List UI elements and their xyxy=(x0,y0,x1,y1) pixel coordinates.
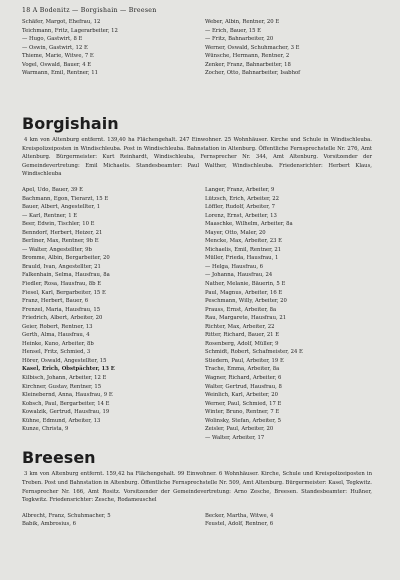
resident-entry: Benndorf, Herbert, Heizer, 21 xyxy=(22,229,103,236)
resident-entry: Hörer, Oswald, Angestellter, 15 xyxy=(22,357,107,364)
resident-entry: Feustel, Adolf, Rentner, 6 xyxy=(205,521,274,528)
resident-entry: Bromme, Albin, Bergarbeiter, 20 xyxy=(22,255,110,262)
resident-entry: Zeisler, Paul, Arbeiter, 20 xyxy=(205,426,274,433)
resident-entry: Walter, Gertrud, Hausfrau, 8 xyxy=(205,383,282,390)
resident-entry: Richter, Max, Arbeiter, 22 xyxy=(205,323,275,330)
resident-entry: Heinke, Kuno, Arbeiter, 8b xyxy=(22,340,94,347)
resident-entry: Kühne, Edmund, Arbeiter, 13 xyxy=(22,417,101,424)
resident-entry: Zenker, Franz, Bahnarbeiter, 18 xyxy=(205,61,291,68)
resident-entry: Fiesel, Karl, Bergarbeiter, 15 E xyxy=(22,289,106,296)
borgishain-residents xyxy=(22,186,372,442)
resident-entry: Teichmann, Fritz, Lagerarbeiter, 12 xyxy=(22,27,118,34)
resident-entry: Schmidt, Robert, Schafmeister, 24 E xyxy=(205,349,303,356)
resident-entry: Hensel, Fritz, Schmied, 3 xyxy=(22,349,91,356)
resident-entry: Ritter, Richard, Bauer, 21 E xyxy=(205,332,280,339)
resident-entry: Kirchner, Gustav, Rentner, 15 xyxy=(22,383,102,390)
resident-entry: Bauer, Albert, Angestellter, 1 xyxy=(22,204,101,211)
resident-entry: Peschmann, Willy, Arbeiter, 20 xyxy=(205,298,287,305)
resident-entry: Geier, Robert, Rentner, 13 xyxy=(22,323,93,330)
borgishain-residents-right xyxy=(205,186,372,442)
resident-entry: Trache, Emma, Arbeiter, 8a xyxy=(205,366,280,373)
resident-entry: Maaschke, Wilhelm, Arbeiter, 8a xyxy=(205,221,293,228)
resident-entry: Kasel, Erich, Obstpächter, 13 E xyxy=(22,366,115,373)
running-head: 18 A Bodenitz — Borgishain — Breesen xyxy=(22,7,157,14)
resident-entry: — Erich, Bauer, 15 E xyxy=(205,27,262,34)
resident-entry: Friedrich, Albert, Arbeiter, 20 xyxy=(22,315,103,322)
resident-entry: Prauss, Ernst, Arbeiter, 8a xyxy=(205,306,277,313)
resident-entry: Winter, Bruno, Rentner, 7 E xyxy=(205,409,280,416)
resident-entry: Gerth, Alma, Hausfrau, 4 xyxy=(22,332,90,339)
resident-entry: Weinlich, Karl, Arbeiter, 20 xyxy=(205,392,278,399)
resident-entry: — Oswin, Gastwirt, 12 E xyxy=(22,44,88,51)
resident-entry: Kobsch, Paul, Bergarbeiter, 14 E xyxy=(22,400,110,407)
resident-entry: Michaelis, Emil, Rentner, 21 xyxy=(205,246,282,253)
resident-entry: Wolinsky, Stefan, Arbeiter, 5 xyxy=(205,417,281,424)
resident-entry: — Helga, Hausfrau, 6 xyxy=(205,263,264,270)
section-heading-breesen: Breesen xyxy=(22,448,96,468)
breesen-residents xyxy=(22,512,372,529)
borgishain-residents-left xyxy=(22,186,189,442)
resident-entry: Kowalzik, Gertrud, Hausfrau, 19 xyxy=(22,409,110,416)
section-description-breesen: 3 km von Altenburg entfernt. 159,42 ha Flächengehalt. 99 Einwohner. 6 Wohnhäuser. Kirche, Schule und Kreispolizeiposten in Treben. Post und Bahnstation in Altenburg. Öffentliche Fernsprechstelle Nr. 509, Amt Altenburg. Bürgermeister: Kasel, Tegkwitz. Fernsprecher Nr. 166, Amt Rositz. Vorsitzender der Gemeindevertretung: Arno Zesche, Breesen. Standesbeamter: Hußner, Tegkwitz. Friedensrichter: Zesche, Rodameuschel xyxy=(22,471,372,504)
resident-entry: Fiedler, Rosa, Hausfrau, 8b E xyxy=(22,280,102,287)
resident-entry: — Walter, Angestellter, 9b xyxy=(22,246,92,253)
breesen-residents-left xyxy=(22,512,189,529)
resident-entry: Brauld, Ivan, Angestellter, 21 xyxy=(22,263,101,270)
resident-entry: Frenzel, Maria, Hausfrau, 15 xyxy=(22,306,101,313)
resident-entry: Lützsch, Erich, Arbeiter, 22 xyxy=(205,195,280,202)
resident-entry: Mayer, Otto, Maler, 20 xyxy=(205,229,266,236)
resident-entry: Müller, Frieda, Hausfrau, 1 xyxy=(205,255,279,262)
resident-entry: Becker, Martha, Witwe, 4 xyxy=(205,512,274,519)
resident-entry: Rosenberg, Adolf, Müller, 9 xyxy=(205,340,279,347)
resident-entry: Berliner, Max, Rentner, 9b E xyxy=(22,238,99,245)
resident-entry: — Johanna, Hausfrau, 24 xyxy=(205,272,273,279)
resident-entry: Apel, Udo, Bauer, 39 E xyxy=(22,186,84,193)
resident-entry: Rau, Margarete, Hausfrau, 21 xyxy=(205,315,287,322)
resident-entry: Langer, Franz, Arbeiter, 9 xyxy=(205,186,275,193)
resident-entry: Franz, Herbert, Bauer, 6 xyxy=(22,298,89,305)
resident-entry: Weber, Albin, Rentner, 20 E xyxy=(205,19,280,25)
resident-entry: Falkenhain, Selma, Hausfrau, 8a xyxy=(22,272,110,279)
resident-entry: Nather, Melanie, Bäuerin, 5 E xyxy=(205,280,286,287)
resident-entry: Stiedern, Paul, Arbeiter, 19 E xyxy=(205,357,284,364)
resident-entry: Wagner, Richard, Arbeiter, 6 xyxy=(205,375,282,381)
section-heading-borgishain: Borgishain xyxy=(22,114,119,133)
resident-entry: Kleinebernd, Anna, Hausfrau, 9 E xyxy=(22,392,113,399)
resident-entry: — Walter, Arbeiter, 17 xyxy=(205,434,265,441)
top-residents-right xyxy=(205,18,372,108)
resident-entry: Bachmann, Egon, Tierarzt, 15 E xyxy=(22,195,109,202)
resident-entry: Wünsche, Hermann, Rentner, 2 xyxy=(205,53,290,60)
resident-entry: — Hugo, Gastwirt, 8 E xyxy=(22,36,83,43)
resident-entry: Lorenz, Ernst, Arbeiter, 13 xyxy=(205,212,277,219)
resident-entry: Löffler, Rudolf, Arbeiter, 7 xyxy=(205,204,275,211)
resident-entry: Kunze, Christa, 9 xyxy=(22,426,69,433)
resident-entry: Warmann, Emil, Rentner, 11 xyxy=(22,70,98,77)
resident-entry: Thieme, Marie, Witwe, 7 E xyxy=(22,53,94,60)
resident-entry: Werner, Oswald, Schuhmacher, 3 E xyxy=(205,44,300,51)
resident-entry: — Fritz, Bahnarbeiter, 20 xyxy=(205,36,274,43)
resident-entry: — Karl, Rentner, 1 E xyxy=(22,212,78,219)
resident-entry: Vogel, Oswald, Bauer, 4 E xyxy=(22,61,92,68)
resident-entry: Beer, Edwin, Tischler, 10 E xyxy=(22,221,95,228)
resident-entry: Babik, Ambrosius, 6 xyxy=(22,521,76,528)
resident-entry: Paul, Magnus, Arbeiter, 16 E xyxy=(205,289,283,296)
breesen-residents-right xyxy=(205,512,372,529)
resident-entry: Albrecht, Franz, Schuhmacher, 5 xyxy=(22,512,111,519)
resident-entry: Mencke, Max, Arbeiter, 23 E xyxy=(205,238,283,245)
resident-entry: Kilbisch, Johann, Arbeiter, 12 E xyxy=(22,375,107,381)
resident-entry: Schäfer, Margot, Ehefrau, 12 xyxy=(22,19,101,25)
section-description-borgishain: 4 km von Altenburg entfernt. 139,40 ha Flächengehalt. 247 Einwohner. 25 Wohnhäuser. Kirche und Schule in Windischleuba. Kreispolizeiposten in Windischleuba. Post in Windischleuba. Bahnstation in Altenburg. Öffentliche Fernsprechstelle Nr. 276, Amt Altenburg. Bürgermeister: Kurt Reinhardt, Windischleuba, Fernsprecher Nr. 344, Amt Altenburg. Vorsitzender der Gemeindevertretung: Emil Michaelis. Standesbeamter: Paul Walther, Windischleuba. Friedensrichter: Herbert Klaus, Windischleuba xyxy=(22,137,372,178)
top-residents xyxy=(22,18,372,108)
top-residents-left xyxy=(22,18,189,108)
resident-entry: Werner, Paul, Schmied, 17 E xyxy=(205,400,282,407)
resident-entry: Zocher, Otto, Bahnarbeiter, Isabhof xyxy=(205,70,301,77)
